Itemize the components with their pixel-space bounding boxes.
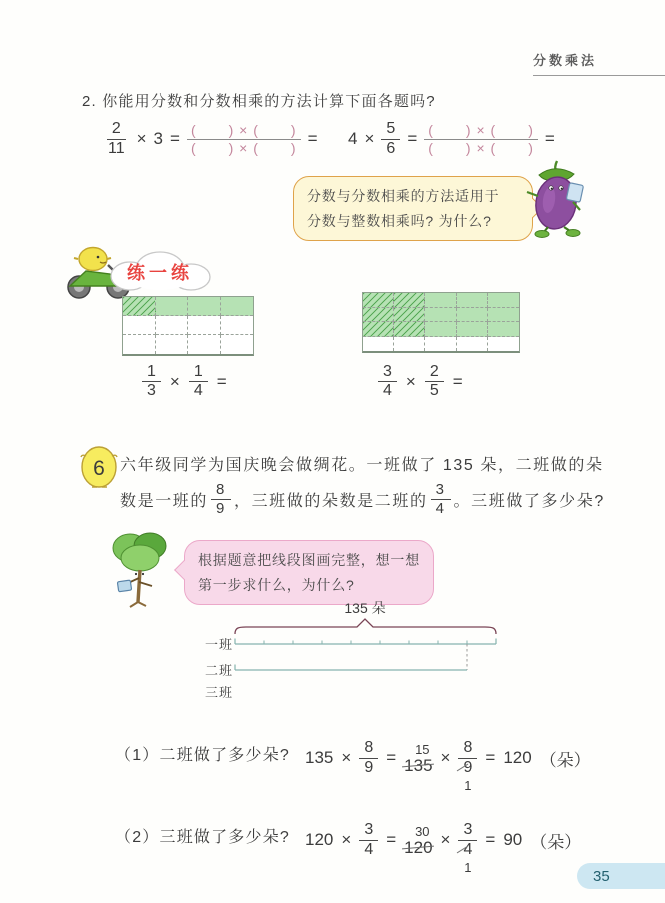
times-sign: × [405, 371, 416, 391]
chapter-title: 分数乘法 [533, 53, 598, 68]
grid-cell [425, 337, 456, 352]
tree-speech-bubble [184, 540, 434, 605]
grid-cell [188, 316, 221, 335]
practice-equation-2 [378, 363, 463, 401]
solution2-equation [305, 812, 582, 875]
grid-cell [457, 293, 488, 308]
grid-cell [425, 308, 456, 323]
problem6-line2 [120, 476, 605, 522]
practice-equation-1 [142, 363, 227, 401]
cancelled-fraction [458, 739, 477, 793]
blank-denominator: ( ) × ( ) [428, 139, 534, 156]
fraction [142, 363, 161, 401]
problem6-line2-post: 。三班做了多少朵? [453, 492, 605, 510]
numerator: 2 [425, 363, 444, 382]
grid-cell [394, 337, 425, 352]
grid-cell [394, 322, 425, 337]
equals-sign: = [544, 129, 555, 148]
grid-cell [188, 335, 221, 354]
blank-numerator: ( ) × ( ) [187, 122, 301, 139]
fraction [381, 120, 400, 158]
result: 90 [503, 830, 523, 849]
blank-denominator: ( ) × ( ) [190, 139, 297, 156]
denominator: 6 [386, 139, 396, 157]
numerator: 2 [107, 120, 126, 139]
multiplier: 3 [153, 129, 164, 148]
numerator: 8 [359, 739, 378, 758]
grid-cell [394, 308, 425, 323]
diagram-row2-label: 二班 [205, 663, 234, 678]
equals-sign: = [452, 371, 463, 391]
numerator: 8 [211, 481, 231, 499]
fraction [103, 120, 130, 158]
fraction [211, 481, 231, 517]
grid-cell [221, 297, 254, 316]
fraction [189, 363, 208, 401]
problem6-line1: 六年级同学为国庆晚会做绸花。一班做了 135 朵，二班做的朵 [120, 457, 604, 474]
cancel-result-below: 1 [464, 777, 472, 793]
equals-sign: = [407, 129, 418, 148]
fraction [425, 363, 444, 401]
eggplant-mascot-icon [520, 158, 592, 238]
blank-numerator: ( ) × ( ) [424, 122, 538, 139]
cancelled-number [404, 743, 432, 774]
numerator: 3 [458, 821, 477, 840]
cancel-result: 30 [415, 823, 430, 839]
fraction [359, 739, 378, 777]
times-sign: × [440, 748, 451, 767]
equals-sign: = [386, 748, 397, 767]
times-sign: × [136, 129, 147, 148]
grid-cell [488, 322, 519, 337]
denominator: 9 [364, 758, 374, 776]
tree-mascot-icon [96, 526, 184, 614]
times-sign: × [341, 748, 352, 767]
problem-number-badge [78, 442, 120, 490]
denominator: 3 [147, 382, 156, 400]
denominator: 4 [193, 382, 203, 400]
denominator: 9 [216, 499, 226, 517]
times-sign: × [440, 830, 451, 849]
grid-cell [123, 297, 156, 316]
grid-cell [425, 322, 456, 337]
cancel-original: 135 [404, 755, 433, 775]
denominator-struck: 4 [458, 841, 477, 859]
denominator: 4 [383, 382, 392, 400]
denominator: 11 [108, 139, 125, 157]
equals-sign: = [216, 371, 227, 391]
diagram-row1-label: 一班 [205, 637, 234, 652]
grid-cell [488, 293, 519, 308]
bubble-text-line1: 分数与分数相乘的方法适用于 [307, 188, 500, 204]
denominator: 5 [429, 382, 439, 400]
problem-number: 6 [93, 457, 105, 480]
solution-2 [115, 812, 582, 875]
operand: 120 [305, 830, 334, 849]
grid-cell [123, 335, 156, 354]
grid-cell [221, 335, 254, 354]
solution2-question: （2）三班做了多少朵? [115, 829, 290, 846]
practice-banner [104, 246, 216, 298]
area-model-grid-1 [122, 296, 254, 356]
fraction [378, 363, 397, 401]
numerator: 8 [458, 739, 477, 758]
grid-cell [123, 316, 156, 335]
page-number-badge [577, 863, 665, 889]
area-model-grid-2 [362, 292, 520, 353]
equation-a [103, 113, 318, 165]
result: 120 [503, 748, 532, 767]
fraction [431, 481, 451, 517]
denominator-struck: 9 [458, 759, 477, 777]
denominator: 4 [364, 840, 374, 858]
grid-cell [363, 337, 394, 352]
numerator: 5 [381, 120, 400, 139]
fraction [359, 821, 378, 859]
grid-cell [156, 316, 189, 335]
denominator: 4 [435, 499, 446, 517]
problem6-line2-mid: ，三班做的朵数是二班的 [233, 492, 428, 510]
cancel-result: 15 [415, 741, 430, 757]
brace [235, 619, 496, 634]
blank-fraction [187, 122, 301, 155]
numerator: 3 [378, 363, 397, 382]
line-segment-diagram [188, 600, 510, 700]
solution-1 [115, 730, 591, 793]
times-sign: × [341, 830, 352, 849]
operand: 135 [305, 748, 334, 767]
grid-cell [363, 308, 394, 323]
grid-cell [363, 293, 394, 308]
bubble-text-line2: 第一步求什么，为什么? [198, 576, 355, 593]
grid-cell [156, 297, 189, 316]
numerator: 3 [359, 821, 378, 840]
blank-fraction [424, 122, 538, 155]
equals-sign: = [485, 748, 496, 767]
solution1-equation [305, 730, 591, 793]
equals-sign: = [485, 830, 496, 849]
eggplant-speech-bubble [293, 176, 533, 241]
times-sign: × [169, 371, 180, 391]
problem6-line2-pre: 数是一班的 [120, 492, 209, 510]
numerator: 1 [142, 363, 161, 382]
question2-text: 2. 你能用分数和分数相乘的方法计算下面各题吗? [82, 93, 436, 110]
grid-cell [394, 293, 425, 308]
grid-cell [457, 337, 488, 352]
unit: （朵） [530, 832, 582, 852]
equals-sign: = [386, 830, 397, 849]
grid-cell [425, 293, 456, 308]
cancel-result-below: 1 [464, 859, 472, 875]
numerator: 1 [189, 363, 208, 382]
times-sign: × [364, 129, 375, 148]
cancel-original: 120 [404, 837, 433, 857]
grid-cell [457, 322, 488, 337]
cancelled-number [404, 825, 432, 856]
multiplier: 4 [348, 129, 358, 148]
solution1-question: （1）二班做了多少朵? [115, 747, 290, 764]
grid-cell [488, 337, 519, 352]
grid-cell [488, 308, 519, 323]
grid-cell [363, 322, 394, 337]
diagram-row3-label: 三班 [205, 685, 234, 700]
numerator: 3 [431, 481, 451, 499]
page-number: 35 [593, 867, 610, 885]
diagram-top-label: 135 朵 [344, 600, 386, 616]
equals-sign: = [307, 129, 318, 148]
page-header [533, 50, 665, 76]
bubble-text-line2: 分数与整数相乘吗? 为什么? [307, 212, 492, 229]
grid-cell [221, 316, 254, 335]
grid-cell [457, 308, 488, 323]
equals-sign: = [170, 129, 180, 148]
bubble-text-line1: 根据题意把线段图画完整，想一想 [198, 552, 420, 568]
practice-label: 练一练 [127, 263, 193, 283]
grid-cell [156, 335, 189, 354]
grid-cell [188, 297, 221, 316]
unit: （朵） [539, 750, 591, 770]
cancelled-fraction [458, 821, 477, 875]
